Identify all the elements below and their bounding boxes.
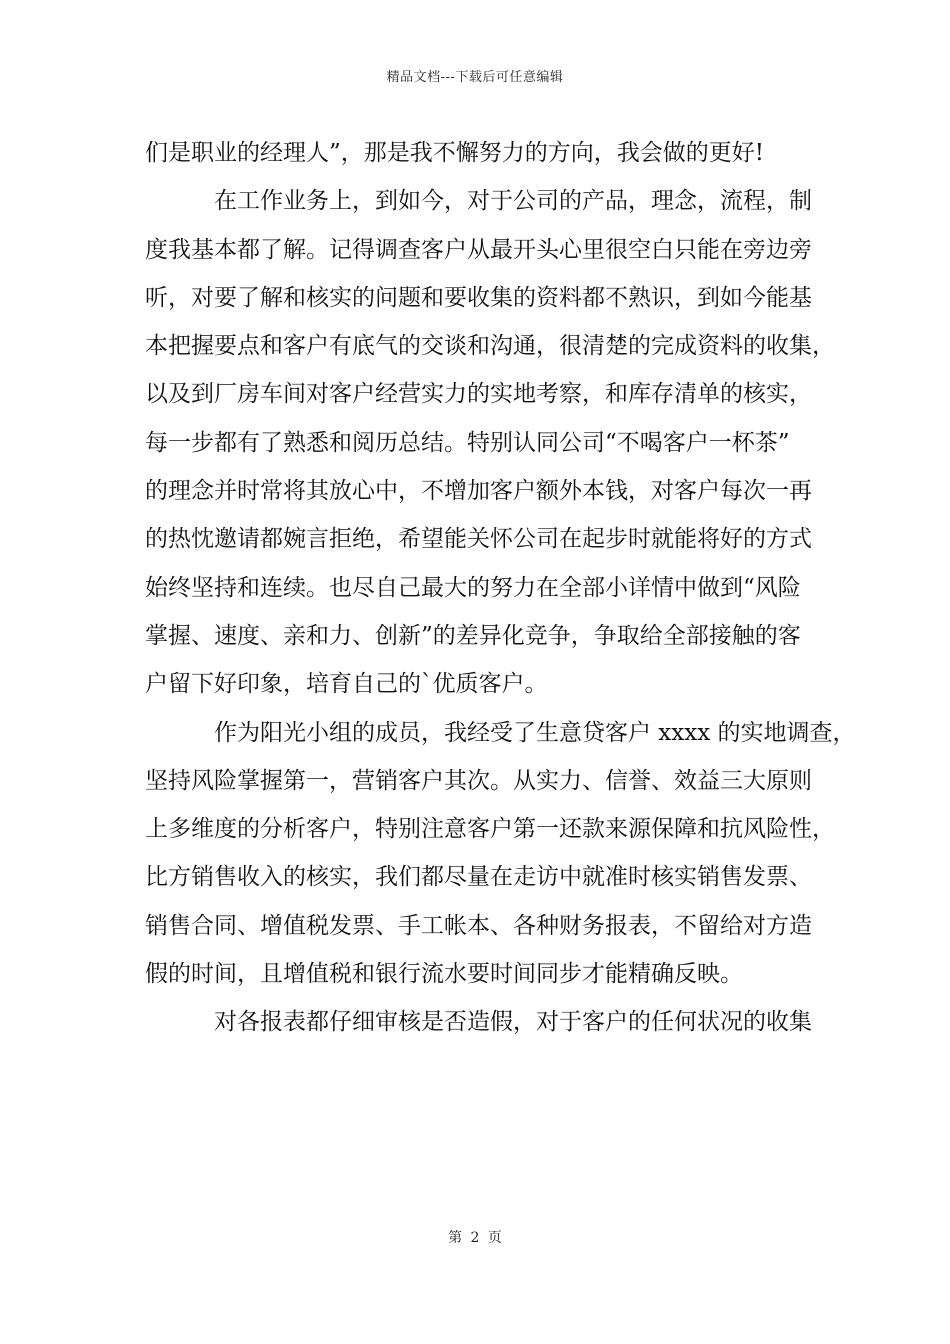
text-line: 每一步都有了熟悉和阅历总结。特别认同公司“不喝客户一杯茶” [145, 429, 790, 456]
text-line: 度我基本都了解。记得调查客户从最开头心里很空白只能在旁边旁 [145, 236, 812, 263]
text-line: 们是职业的经理人”，那是我不懈努力的方向，我会做的更好! [145, 140, 765, 166]
text-line: 假的时间，且增值税和银行流水要时间同步才能精确反映。 [145, 961, 743, 988]
text-line: 上多维度的分析客户，特别注意客户第一还款来源保障和抗风险性， [145, 816, 835, 843]
text-line: 以及到厂房车间对客户经营实力的实地考察，和库存清单的核实， [145, 381, 812, 408]
text-line: 本把握要点和客户有底气的交谈和沟通，很清楚的完成资料的收集， [145, 333, 835, 360]
text-line: 掌握、速度、亲和力、创新”的差异化竞争，争取给全部接触的客 [145, 622, 801, 649]
paragraph-start-line: 在工作业务上，到如今，对于公司的产品，理念，流程，制 [214, 188, 812, 215]
paragraph-start-line: 对各报表都仔细审核是否造假，对于客户的任何状况的收集 [214, 1009, 812, 1036]
text-line: 始终坚持和连续。也尽自己最大的努力在全部小详情中做到“风险 [145, 574, 801, 601]
text-line: 听，对要了解和核实的问题和要收集的资料都不熟识，到如今能基 [145, 284, 812, 311]
text-line: 的热忱邀请都婉言拒绝，希望能关怀公司在起步时就能将好的方式 [145, 526, 812, 553]
body-text [145, 129, 856, 1047]
text-line: 坚持风险掌握第一，营销客户其次。从实力、信誉、效益三大原则 [145, 767, 812, 794]
text-line: 的理念并时常将其放心中，不增加客户额外本钱，对客户每次一再 [145, 478, 812, 505]
text-line: 销售合同、增值税发票、手工帐本、各种财务报表，不留给对方造 [145, 912, 812, 939]
text-line: 户留下好印象，培育自己的`优质客户。 [145, 671, 548, 698]
page-number: 第 2 页 [448, 1230, 502, 1246]
text-line: 比方销售收入的核实，我们都尽量在走访中就准时核实销售发票、 [145, 864, 812, 891]
paragraph-start-line: 作为阳光小组的成员，我经受了生意贷客户 xxxx 的实地调查， [214, 719, 856, 746]
page-header: 精品文档---下载后可任意编辑 [386, 70, 564, 85]
